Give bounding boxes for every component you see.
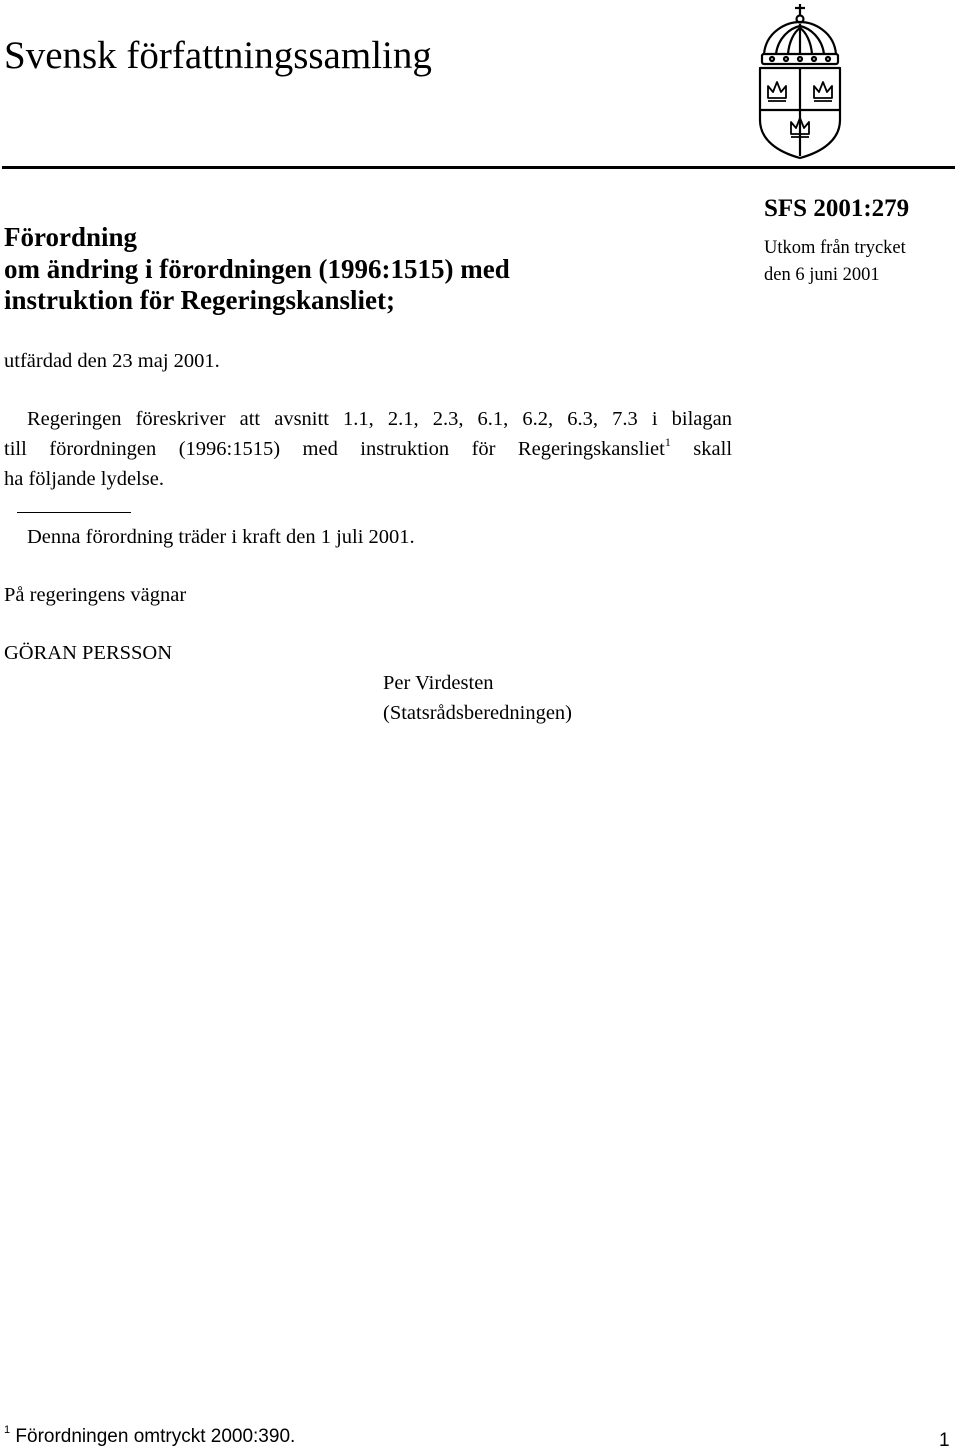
signatory-primary: GÖRAN PERSSON [4, 642, 173, 664]
signatory-secondary-name: Per Virdesten [383, 672, 494, 694]
footnote [4, 1424, 295, 1450]
issued-line-2: den 6 juni 2001 [764, 265, 880, 285]
issue-date-line: utfärdad den 23 maj 2001. [4, 350, 220, 372]
body-line-1: Regeringen föreskriver att avsnitt 1.1, 2.1, 2.3, 6.1, 6.2, 6.3, 7.3 i bilagan [27, 408, 732, 430]
publication-title: Svensk författningssamling [4, 34, 432, 77]
document-heading [4, 222, 510, 317]
commencement-text: Denna förordning träder i kraft den 1 juli 2001. [27, 526, 415, 548]
body-line-2-end: skall [693, 438, 733, 460]
header-rule [2, 166, 955, 169]
footnote-text: Förordningen omtryckt 2000:390. [15, 1426, 296, 1447]
body-line-2 [4, 434, 732, 464]
footnote-marker: 1 [4, 1423, 11, 1436]
footnote-reference[interactable]: 1 [664, 435, 671, 450]
swedish-coat-of-arms-icon [752, 2, 848, 162]
heading-line-3: instruktion för Regeringskansliet; [4, 285, 396, 315]
sfs-number: SFS 2001:279 [764, 195, 910, 222]
signatory-secondary [383, 668, 572, 728]
body-paragraph [4, 404, 732, 494]
page-number: 1 [939, 1430, 950, 1451]
issued-date [764, 235, 906, 289]
signatory-secondary-office: (Statsrådsberedningen) [383, 702, 572, 724]
body-line-3: ha följande lydelse. [4, 468, 164, 490]
body-line-2-text: till förordningen (1996:1515) med instruktion för Regeringskansliet [4, 438, 665, 460]
heading-line-2: om ändring i förordningen (1996:1515) med [4, 253, 510, 284]
on-behalf-text: På regeringens vägnar [4, 584, 187, 606]
issued-line-1: Utkom från trycket [764, 238, 906, 258]
section-divider [17, 512, 131, 513]
heading-line-1: Förordning [4, 222, 138, 252]
